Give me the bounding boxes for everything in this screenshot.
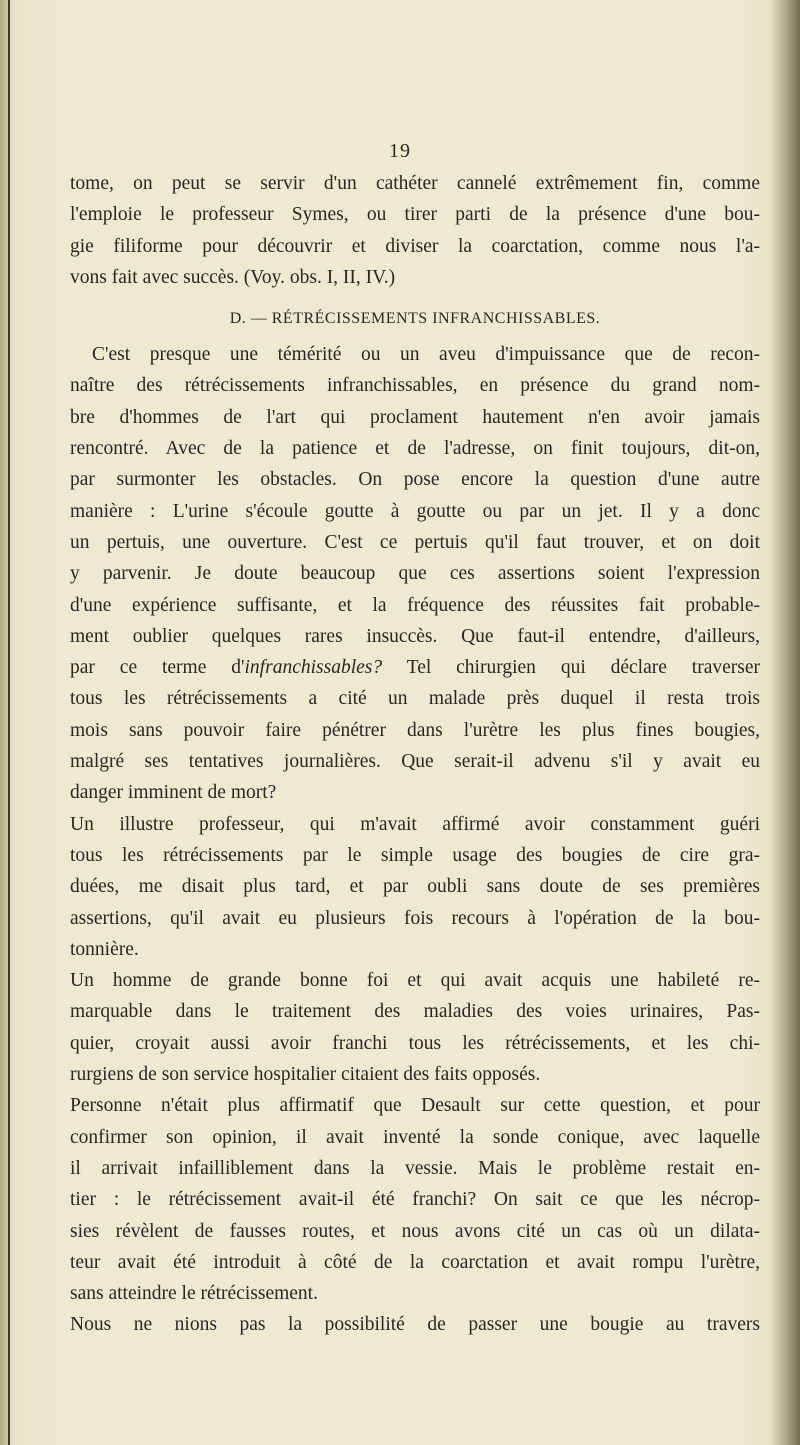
text-line: malgré ses tentatives journalières. Que serait-il advenu s'il y avait eu — [70, 751, 760, 773]
text-line: tous les rétrécissements a cité un malade près duquel il resta trois — [70, 688, 760, 710]
text-line: sans atteindre le rétrécissement. — [70, 1283, 318, 1305]
text-line: bre d'hommes de l'art qui proclament hautement n'en avoir jamais — [70, 406, 760, 428]
text-line: confirmer son opinion, il avait inventé la sonde conique, avec laquelle — [70, 1126, 760, 1148]
text-line: rurgiens de son service hospitalier citaient des faits opposés. — [70, 1064, 541, 1086]
text-line: y parvenir. Je doute beaucoup que ces assertions soient l'expression — [70, 563, 760, 585]
text-line: C'est presque une témérité ou un aveu d'impuissance que de recon- — [92, 344, 760, 366]
text-line: gie filiforme pour découvrir et diviser la coarctation, comme nous l'a- — [70, 235, 760, 257]
text-line: rencontré. Avec de la patience et de l'adresse, on finit toujours, dit-on, — [70, 438, 760, 460]
text-line: sies révèlent de fausses routes, et nous avons cité un cas où un dilata- — [70, 1220, 760, 1242]
text-line: duées, me disait plus tard, et par oubli sans doute de ses premières — [70, 876, 760, 898]
text-line: tonnière. — [70, 938, 139, 960]
text-line: tome, on peut se servir d'un cathéter cannelé extrêmement fin, comme — [70, 173, 760, 194]
text-line: assertions, qu'il avait eu plusieurs fois recours à l'opération de la bou- — [70, 907, 760, 929]
text-line: teur avait été introduit à côté de la coarctation et avait rompu l'urètre, — [70, 1251, 760, 1273]
text-line: mois sans pouvoir faire pénétrer dans l'urètre les plus fines bougies, — [70, 719, 760, 741]
text-line: Personne n'était plus affirmatif que Desault sur cette question, et pour — [70, 1095, 760, 1117]
text-line: quier, croyait aussi avoir franchi tous les rétrécissements, et les chi- — [70, 1032, 760, 1054]
text-line: l'emploie le professeur Symes, ou tirer parti de la présence d'une bou- — [70, 204, 760, 226]
italic-term: infranchissables? — [244, 657, 383, 679]
text-fragment: par ce terme d' — [70, 657, 245, 679]
text-line: il arrivait infailliblement dans la vessie. Mais le problème restait en- — [70, 1157, 760, 1179]
text-line: tier : le rétrécissement avait-il été franchi? On sait ce que les nécrop- — [70, 1189, 760, 1211]
margin-rule — [8, 0, 10, 1445]
text-line: par surmonter les obstacles. On pose encore la question d'une autre — [70, 469, 760, 491]
text-line: Un homme de grande bonne foi et qui avait acquis une habileté re- — [70, 970, 760, 992]
text-line: danger imminent de mort? — [70, 782, 277, 804]
text-line: d'une expérience suffisante, et la fréquence des réussites fait probable- — [70, 594, 760, 616]
page-number: 19 — [389, 140, 411, 162]
text-line — [70, 652, 760, 683]
text-line: ment oublier quelques rares insuccès. Que faut-il entendre, d'ailleurs, — [70, 625, 760, 647]
text-line: naître des rétrécissements infranchissables, en présence du grand nom- — [70, 375, 760, 397]
body-text — [70, 168, 760, 1341]
text-line: manière : L'urine s'écoule goutte à goutte ou par un jet. Il y a donc — [70, 500, 760, 522]
text-line: marquable dans le traitement des maladies des voies urinaires, Pas- — [70, 1001, 760, 1023]
section-heading: D. — RÉTRÉCISSEMENTS INFRANCHISSABLES. — [229, 310, 601, 328]
text-line: un pertuis, une ouverture. C'est ce pertuis qu'il faut trouver, et on doit — [70, 531, 760, 553]
text-line: vons fait avec succès. (Voy. obs. I, II, IV.) — [70, 266, 396, 288]
text-line: tous les rétrécissements par le simple usage des bougies de cire gra- — [70, 844, 760, 866]
text-line: Un illustre professeur, qui m'avait affirmé avoir constamment guéri — [70, 813, 760, 835]
text-fragment: Tel chirurgien qui déclare traverser — [382, 657, 760, 679]
text-line: Nous ne nions pas la possibilité de passer une bougie au travers — [70, 1314, 760, 1336]
